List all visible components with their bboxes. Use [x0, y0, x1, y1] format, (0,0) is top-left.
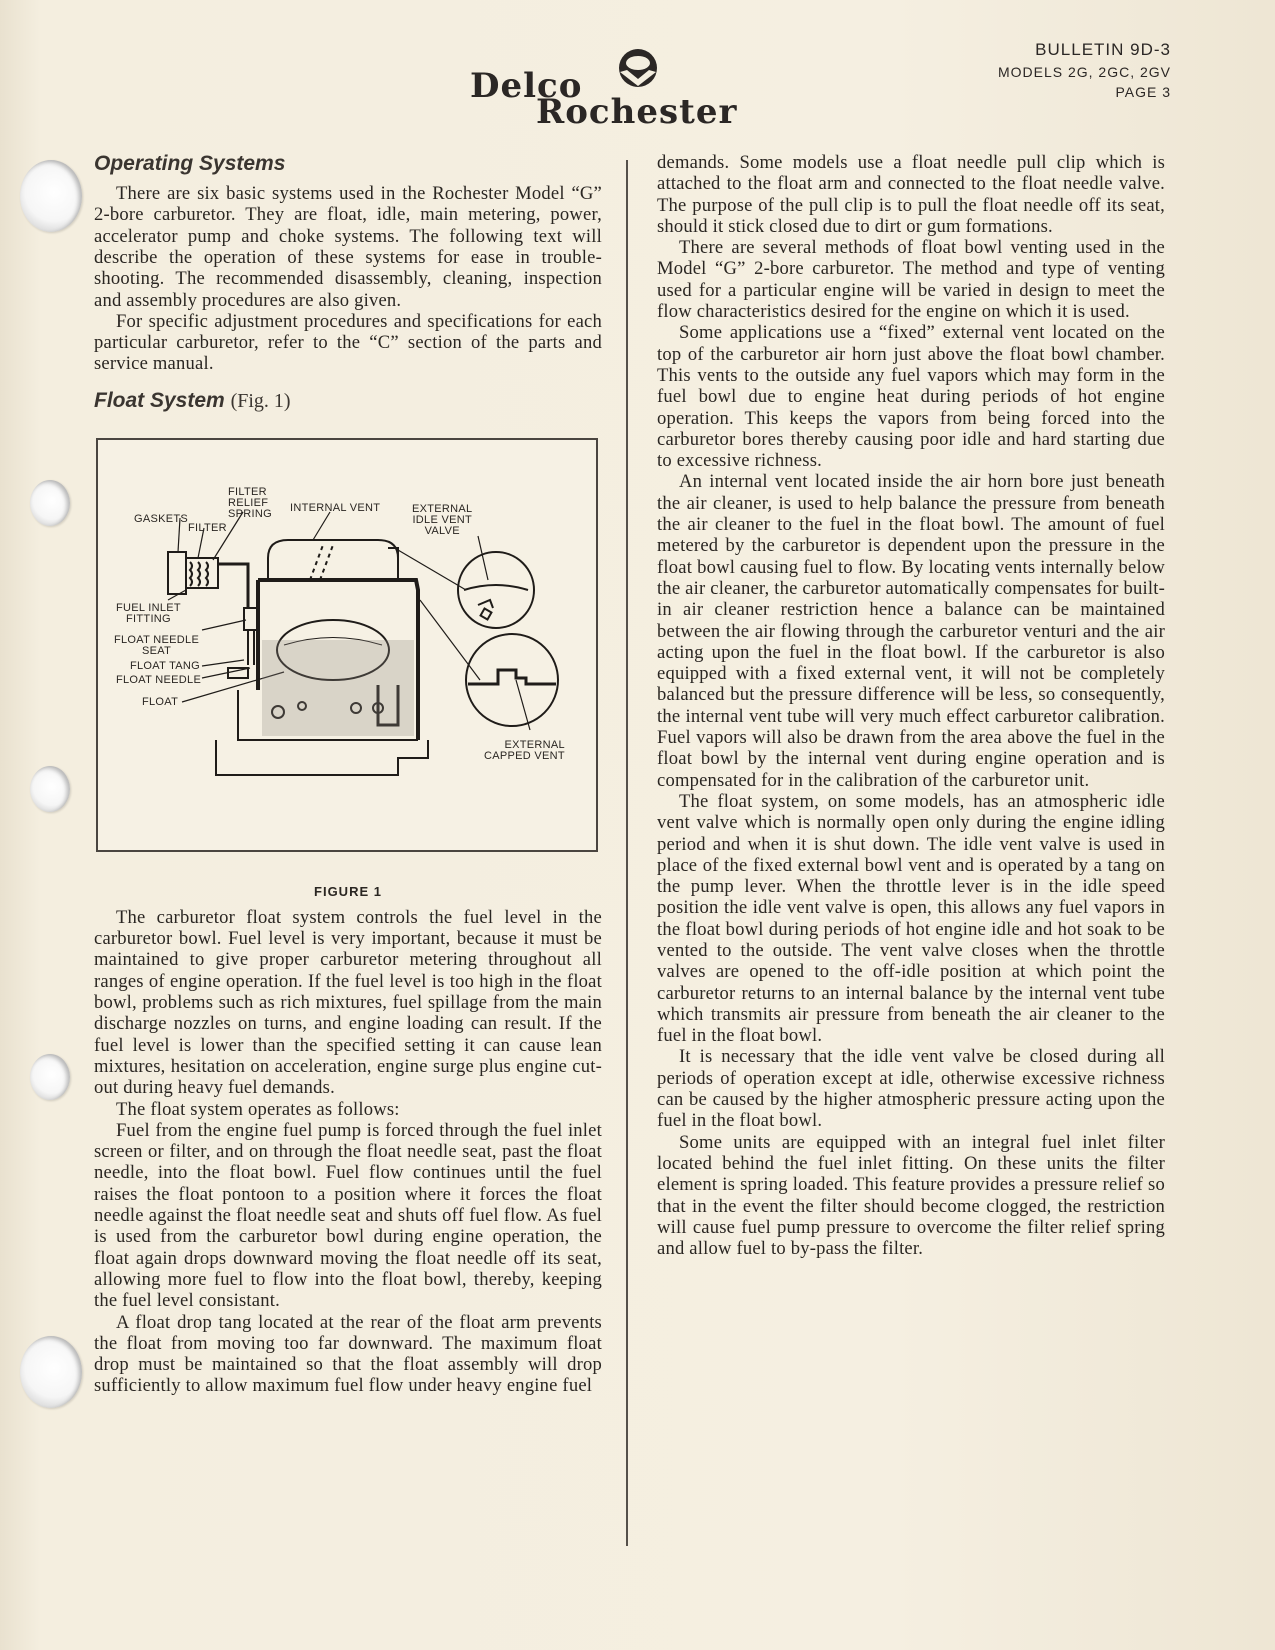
paragraph: It is necessary that the idle vent valve be closed during all periods of operation except at idle, otherwise excessive richness can be caused by the higher atmospheric pressure acting upon the fuel in the float bowl. — [657, 1046, 1165, 1132]
binder-hole — [30, 1054, 70, 1100]
label-gaskets: GASKETS — [134, 512, 189, 525]
label-fuel-inlet-fitting: FUEL INLET FITTING — [116, 601, 181, 625]
paragraph: An internal vent located inside the air horn bore just beneath the air cleaner, is used to help balance the pressure from beneath the air cleaner to the fuel in the float bowl. The amount of fuel metered by the carburetor is dependent upon the pressure in the float bowl causing fuel to flow. By locating vents internally below the air cleaner, the carburetor automatically compensates for built-in air cleaner restriction hence a balance can be maintained between the air flowing through the carburetor venturi and the air acting upon the fuel in the float bowl. If the carburetor is also equipped with a fixed external vent, it will not be completely balanced but the pressure difference will be less, so consequently, the internal vent tube will very much effect carburetor calibration. Fuel vapors will also be drawn from the area above the fuel in the float bowl by the internal vent during engine operation and is compensated for in the calibration of the carburetor unit. — [657, 471, 1165, 791]
paragraph: There are several methods of float bowl venting used in the Model “G” 2-bore carburetor. The method and type of venting used for a particular engine will be varied in design to meet the flow characteristics desired for the engine on which it is used. — [657, 237, 1165, 323]
bulletin-header — [998, 40, 1171, 100]
figure-caption: FIGURE 1 — [314, 883, 382, 899]
label-external-capped-vent: EXTERNAL CAPPED VENT — [484, 738, 565, 762]
right-column — [657, 152, 1165, 1259]
heading-operating-systems: Operating Systems — [94, 152, 286, 175]
label-filter: FILTER — [188, 521, 227, 534]
paragraph: A float drop tang located at the rear of the float arm prevents the float from moving too far downward. The maximum float drop must be maintained so that the float assembly will drop sufficiently to allow maximum fuel flow under heavy engine fuel — [94, 1311, 602, 1397]
label-filter-relief-spring: FILTER RELIEF SPRING — [228, 485, 272, 520]
delco-rochester-logo — [470, 46, 790, 132]
binder-hole — [30, 766, 70, 812]
figure-1-diagram — [96, 438, 598, 852]
delco-emblem-icon — [616, 46, 660, 90]
figure-reference: (Fig. 1) — [230, 389, 291, 412]
label-internal-vent: INTERNAL VENT — [290, 501, 381, 514]
heading-float-system-title: Float System — [94, 388, 225, 412]
paragraph: Some units are equipped with an integral fuel inlet filter located behind the fuel inlet fitting. On these units the filter element is spring loaded. This feature provides a pressure relief so that in the event the filter should become clogged, the restriction will cause fuel pump pressure to overcome the filter relief spring and allow fuel to by-pass the filter. — [657, 1131, 1165, 1260]
label-external-idle-vent-valve: EXTERNAL IDLE VENT VALVE — [412, 502, 473, 537]
label-float-tang: FLOAT TANG — [130, 659, 201, 672]
paragraph: For specific adjustment procedures and specifications for each particular carburetor, refer to the “C” section of the parts and service manual. — [94, 310, 602, 375]
binder-hole — [30, 480, 70, 526]
bulletin-number: BULLETIN 9D-3 — [1035, 40, 1171, 59]
left-column — [94, 152, 602, 1397]
heading-float-system — [94, 389, 602, 412]
paragraph: There are six basic systems used in the Rochester Model “G” 2-bore carburetor. They are float, idle, main metering, power, accelerator pump and choke systems. The following text will describe the operation of these systems for ease in trouble-shooting. The recommended disassembly, cleaning, inspection and assembly procedures are also given. — [94, 183, 602, 311]
paragraph: demands. Some models use a float needle pull clip which is attached to the float arm and connected to the float needle valve. The purpose of the pull clip is to pull the float needle off its seat, should it stick closed due to dirt or gum formations. — [657, 152, 1165, 237]
label-float-needle: FLOAT NEEDLE — [116, 673, 202, 686]
models-line: MODELS 2G, 2GC, 2GV — [997, 64, 1171, 80]
page-number: PAGE 3 — [1115, 84, 1171, 100]
logo-word-rochester: Rochester — [536, 92, 738, 132]
binder-hole — [20, 160, 82, 232]
label-float-needle-seat: FLOAT NEEDLE SEAT — [114, 633, 200, 657]
binder-hole — [20, 1336, 82, 1408]
paragraph: The float system operates as follows: — [116, 1098, 400, 1120]
column-divider — [626, 160, 628, 1546]
paragraph: The carburetor float system controls the fuel level in the carburetor bowl. Fuel level is very important, because it must be maintained to give proper carburetor metering throughout all ranges of engine operation. If the fuel level is too high in the float bowl, problems such as rich mixtures, fuel spillage from the main discharge nozzles on turns, and engine loading can result. If the fuel level is lower than the specified setting it can cause lean mixtures, hesitation on acceleration, engine surge plus engine cut-out during heavy fuel demands. — [94, 906, 602, 1099]
paragraph: The float system, on some models, has an atmospheric idle vent valve which is normally open only during the engine idling period and when it is shut down. The idle vent valve is used in place of the fixed external bowl vent and is operated by a tang on the pump lever. When the throttle lever is in the idle speed position the idle vent valve is open, this allows any fuel vapors in the float bowl during periods of hot engine idle and hot soak to be vented to the outside. The vent valve closes when the throttle valves are opened to the off-idle position at which point the carburetor returns to an internal balance by the internal vent tube which transmits air pressure from beneath the air cleaner to the fuel in the float bowl. — [657, 790, 1165, 1047]
paragraph: Some applications use a “fixed” external vent located on the top of the carburetor air horn just above the float bowl chamber. This vents to the outside any fuel vapors which may form in the fuel bowl due to engine heat during periods of hot engine operation. This keeps the vapors from being forced into the carburetor bores thereby causing poor idle and hard starting due to excessive richness. — [657, 322, 1165, 472]
logo-word-delco: Delco — [470, 66, 583, 106]
label-float: FLOAT — [142, 695, 179, 708]
paragraph: Fuel from the engine fuel pump is forced through the fuel inlet screen or filter, and on through the float needle seat, past the float needle, into the float bowl. Fuel flow continues until the fuel raises the float pontoon to a position where it forces the float needle against the float needle seat and shuts off fuel flow. As fuel is used from the carburetor bowl during engine operation, the float again drops downward moving the float needle off its seat, allowing more fuel to flow into the float bowl, thereby, keeping the fuel level consistant. — [94, 1119, 602, 1312]
